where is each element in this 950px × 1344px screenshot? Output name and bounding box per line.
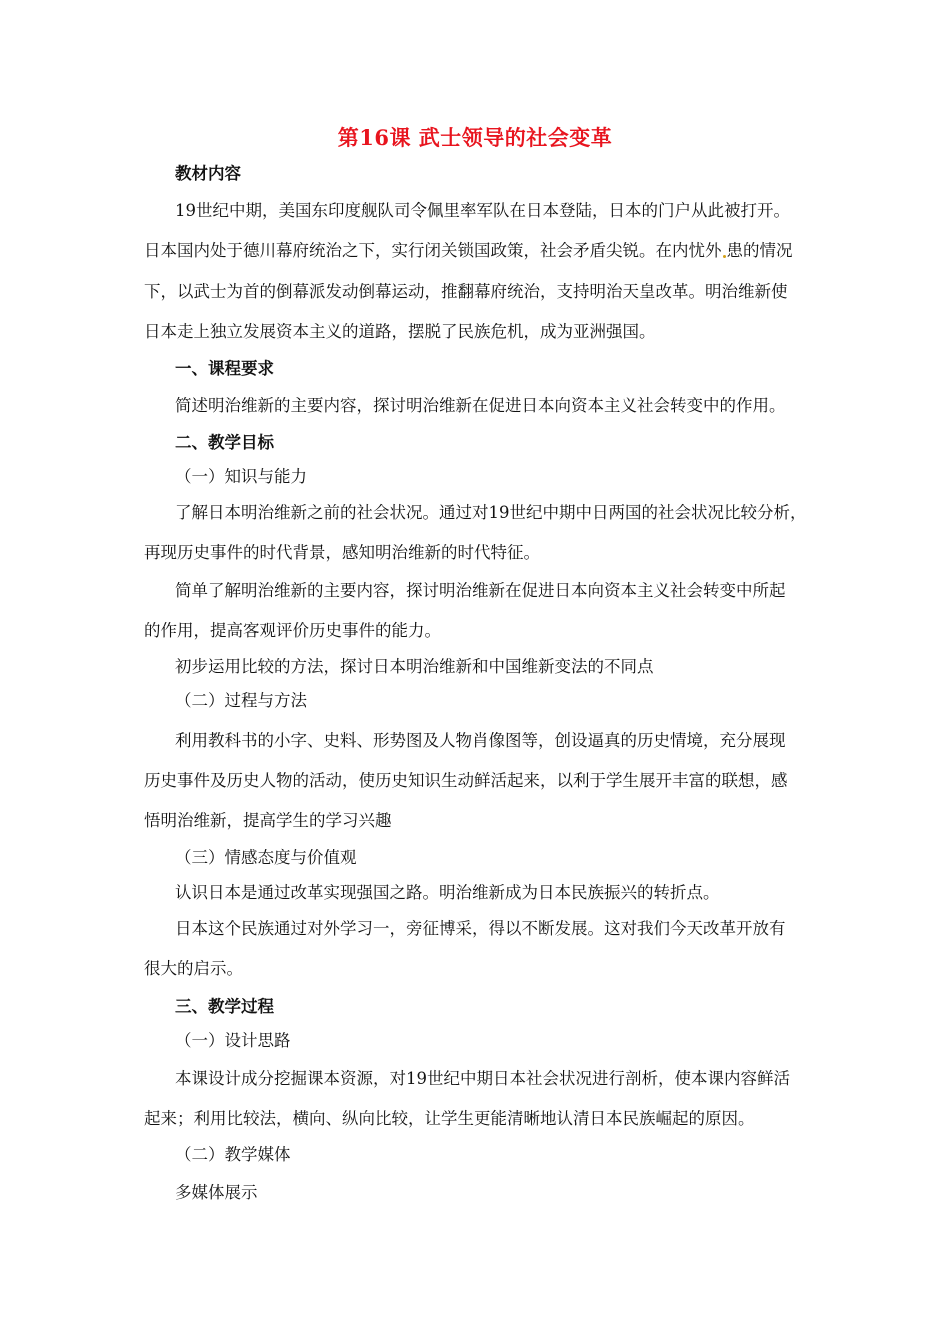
paragraph-line: 悟明治维新，提高学生的学习兴趣 [144,811,392,830]
section-heading-process: 三、教学过程 [175,997,274,1016]
paragraph-line: 多媒体展示 [175,1183,258,1202]
paragraph-line: 简述明治维新的主要内容，探讨明治维新在促进日本向资本主义社会转变中的作用。 [175,396,786,415]
paragraph-line: 了解日本明治维新之前的社会状况。通过对19世纪中期中日两国的社会状况比较分析， [175,503,807,522]
page-title: 第16课 武士领导的社会变革 [337,125,613,150]
paragraph-line: 历史事件及历史人物的活动，使历史知识生动鲜活起来，以利于学生展开丰富的联想，感 [144,771,788,790]
paragraph-line: 本课设计成分挖掘课本资源，对19世纪中期日本社会状况进行剖析，使本课内容鲜活 [175,1069,790,1088]
paragraph-line: 19世纪中期，美国东印度舰队司令佩里率军队在日本登陆，日本的门户从此被打开。 [175,201,790,220]
subheading: （三）情感态度与价值观 [175,848,357,867]
subheading: （一）知识与能力 [175,467,307,486]
paragraph-line: 利用教科书的小字、史料、形势图及人物肖像图等，创设逼真的历史情境，充分展现 [175,731,786,750]
paragraph-line: 很大的启示。 [144,959,243,978]
paragraph-line: 日本这个民族通过对外学习一，旁征博采，得以不断发展。这对我们今天改革开放有 [175,919,786,938]
paragraph-line: 的作用，提高客观评价历史事件的能力。 [144,621,441,640]
subheading: （二）过程与方法 [175,691,307,710]
section-heading-requirements: 一、课程要求 [175,359,274,378]
highlight-mark [723,255,726,258]
section-heading-goals: 二、教学目标 [175,433,274,452]
paragraph-line: 再现历史事件的时代背景，感知明治维新的时代特征。 [144,543,540,562]
paragraph-line: 日本走上独立发展资本主义的道路，摆脱了民族危机，成为亚洲强国。 [144,322,656,341]
text-span: 患的情况 [726,241,793,260]
section-heading-materials: 教材内容 [175,164,241,183]
paragraph-line: 下，以武士为首的倒幕派发动倒幕运动，推翻幕府统治，支持明治天皇改革。明治维新使 [144,282,788,301]
paragraph-line: 起来；利用比较法，横向、纵向比较，让学生更能清晰地认清日本民族崛起的原因。 [144,1109,755,1128]
paragraph-line [144,240,793,262]
subheading: （二）教学媒体 [175,1145,291,1164]
text-span: 日本国内处于德川幕府统治之下，实行闭关锁国政策，社会矛盾尖锐。在内忧外 [144,241,722,260]
paragraph-line: 简单了解明治维新的主要内容，探讨明治维新在促进日本向资本主义社会转变中所起 [175,581,786,600]
paragraph-line: 认识日本是通过改革实现强国之路。明治维新成为日本民族振兴的转折点。 [175,883,720,902]
subheading: （一）设计思路 [175,1031,291,1050]
paragraph-line: 初步运用比较的方法，探讨日本明治维新和中国维新变法的不同点 [175,657,654,676]
